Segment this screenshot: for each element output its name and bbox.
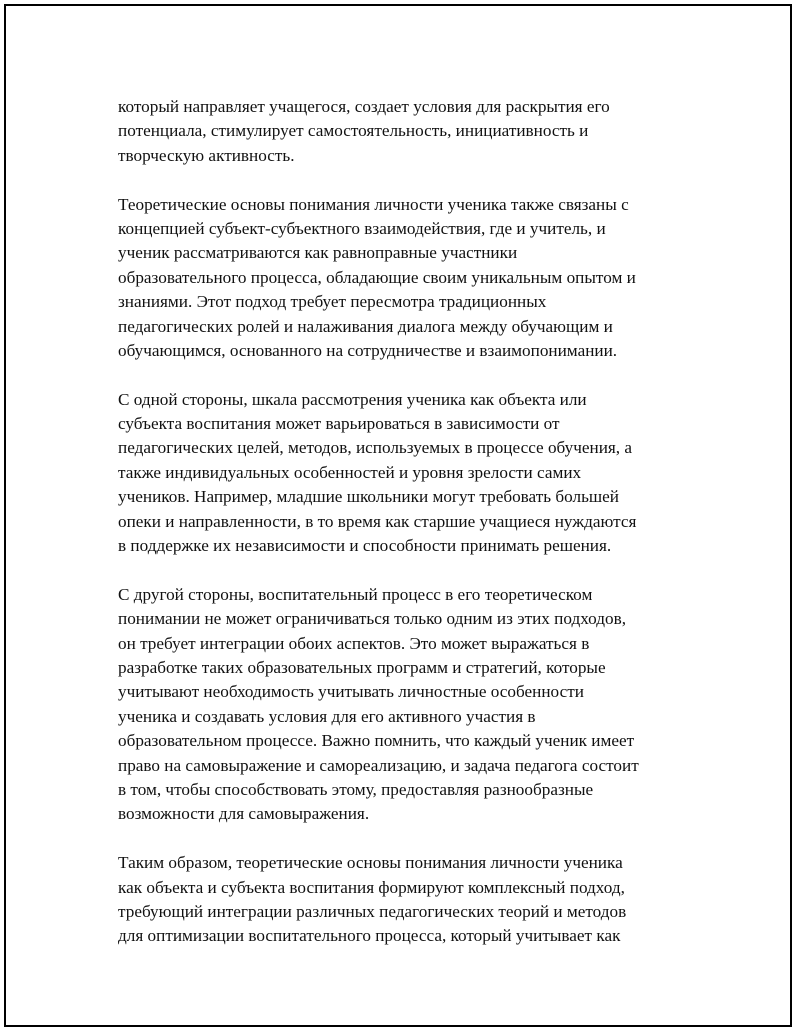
text-line: в поддержке их независимости и способности принимать решения. (118, 536, 612, 556)
text-line: разработке таких образовательных программ и стратегий, которые (118, 657, 606, 677)
text-line: опеки и направленности, в то время как старшие учащиеся нуждаются (118, 511, 637, 531)
text-line: право на самовыражение и самореализацию, и задача педагога состоит (118, 755, 639, 775)
text-line: который направляет учащегося, создает условия для раскрытия его (118, 97, 610, 116)
text-line: педагогических ролей и налаживания диалога между обучающим и (118, 316, 613, 336)
text-line: ученика и создавать условия для его активного участия в (118, 706, 536, 726)
text-line: образовательном процессе. Важно помнить, что каждый ученик имеет (118, 731, 635, 751)
text-line: он требует интеграции обоих аспектов. Это может выражаться в (118, 633, 590, 653)
text-line: Таким образом, теоретические основы понимания личности ученика (118, 853, 623, 873)
text-line: субъекта воспитания может варьироваться в зависимости от (118, 414, 560, 434)
paragraph-1 (118, 95, 678, 168)
text-line: потенциала, стимулирует самостоятельность, инициативность и (118, 121, 589, 141)
text-line: ученик рассматриваются как равноправные участники (118, 243, 518, 263)
text-line: концепцией субъект-субъектного взаимодействия, где и учитель, и (118, 218, 606, 238)
text-line: образовательного процесса, обладающие своим уникальным опытом и (118, 267, 636, 287)
paragraph-5 (118, 851, 678, 949)
text-line: понимании не может ограничиваться только одним из этих подходов, (118, 609, 627, 629)
text-line: для оптимизации воспитательного процесса, который учитывает как (118, 926, 621, 946)
text-line: требующий интеграции различных педагогических теорий и методов (118, 901, 627, 921)
document-body (118, 95, 678, 973)
text-line: знаниями. Этот подход требует пересмотра традиционных (118, 292, 547, 312)
text-line: в том, чтобы способствовать этому, предоставляя разнообразные (118, 779, 594, 799)
text-line: возможности для самовыражения. (118, 804, 370, 824)
text-line: обучающимся, основанного на сотрудничестве и взаимопонимании. (118, 340, 618, 360)
text-line: педагогических целей, методов, используемых в процессе обучения, а (118, 438, 633, 458)
text-line: также индивидуальных особенностей и уровня зрелости самих (118, 462, 582, 482)
text-line: С другой стороны, воспитательный процесс в его теоретическом (118, 584, 593, 604)
text-line: учеников. Например, младшие школьники могут требовать большей (118, 487, 619, 507)
paragraph-3 (118, 388, 678, 559)
text-line: творческую активность. (118, 145, 295, 165)
text-line: С одной стороны, шкала рассмотрения ученика как объекта или (118, 389, 587, 409)
text-line: как объекта и субъекта воспитания формируют комплексный подход, (118, 877, 625, 897)
text-line: Теоретические основы понимания личности ученика также связаны с (118, 194, 629, 214)
text-line: учитывают необходимость учитывать личностные особенности (118, 682, 584, 702)
paragraph-2 (118, 193, 678, 364)
paragraph-4 (118, 583, 678, 827)
